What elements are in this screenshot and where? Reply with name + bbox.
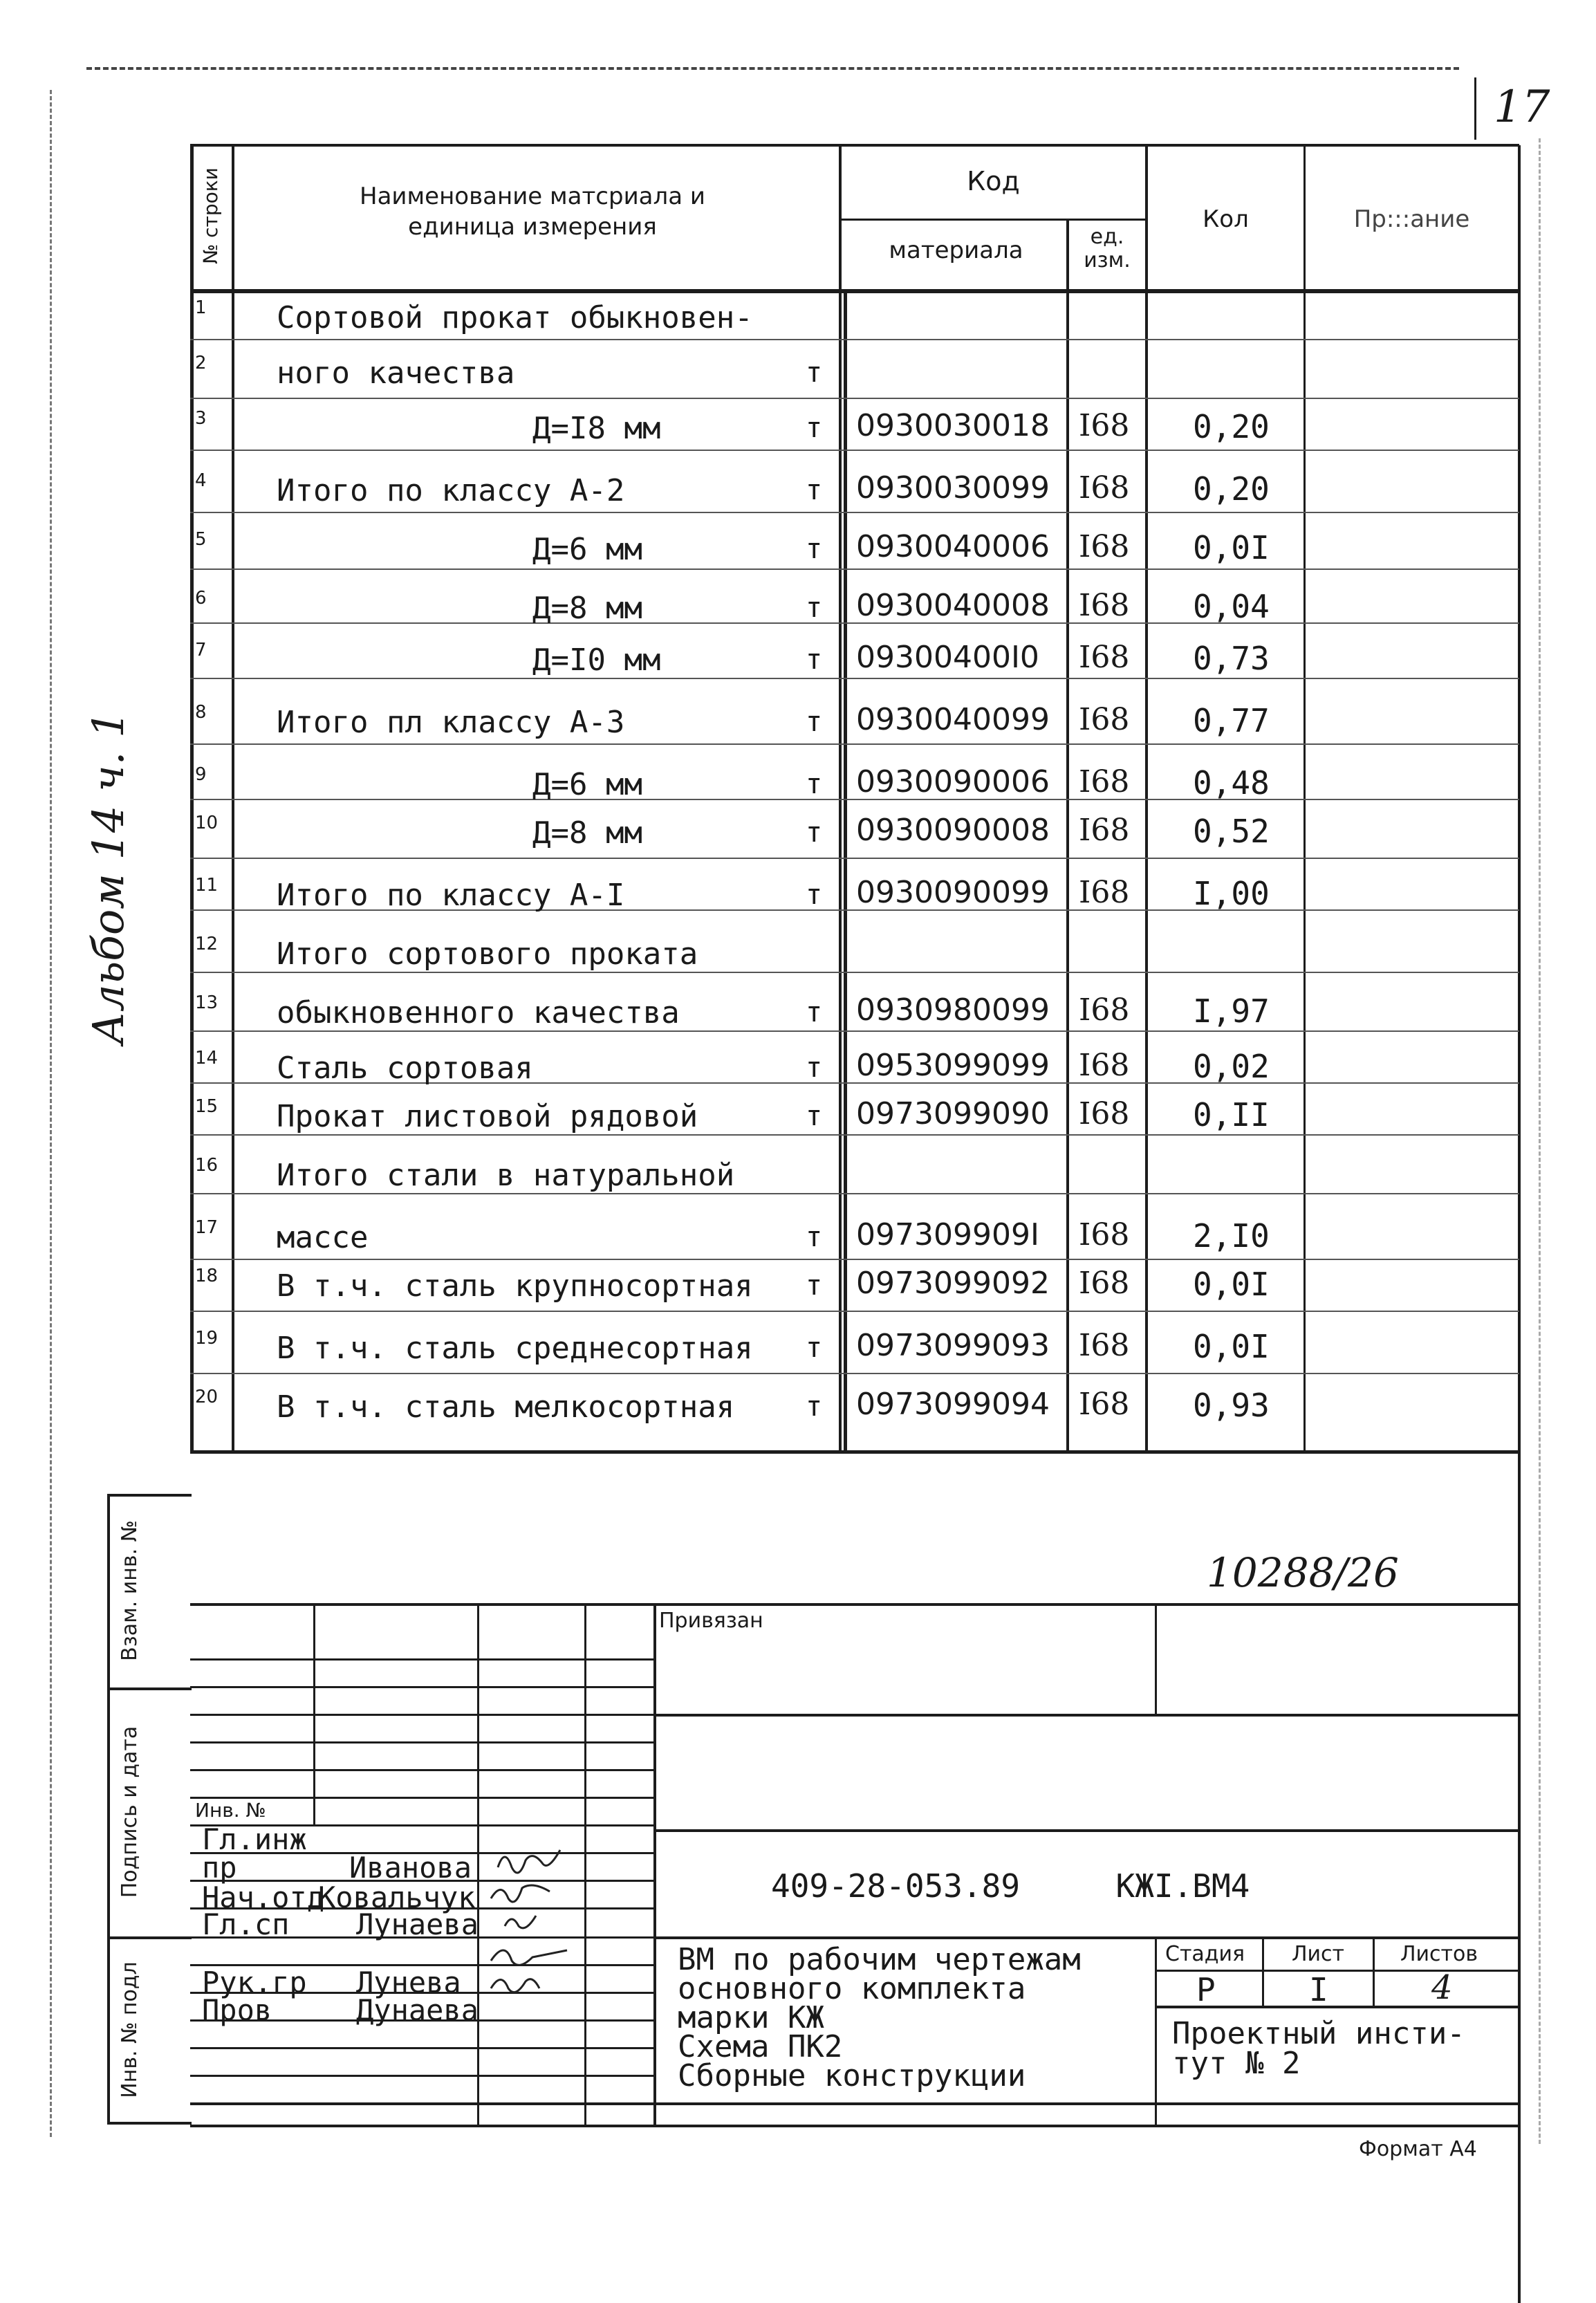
side-label-vzam: Взам. инв. № [118, 1520, 142, 1661]
row-divider [190, 1259, 1519, 1260]
row-quantity: 0,73 [1193, 640, 1270, 677]
row-material-code: 0930040008 [856, 588, 1050, 623]
row-divider [190, 1030, 1519, 1032]
row-unit: т [806, 533, 823, 565]
listov-label: Листов [1400, 1942, 1478, 1966]
row-number: 9 [195, 764, 207, 785]
row-quantity: 0,04 [1193, 588, 1270, 625]
row-material-code: 0953099099 [856, 1048, 1050, 1083]
name-prov: Дунаева [356, 1993, 479, 2027]
row-unit: т [806, 644, 823, 676]
row-material-code: 0930040006 [856, 529, 1050, 564]
row-material-code: 0930030018 [856, 408, 1050, 443]
row-divider [190, 568, 1519, 570]
row-number: 11 [195, 875, 219, 896]
row-unit-code: I68 [1079, 1266, 1130, 1301]
row-material-code: 0930030099 [856, 470, 1050, 506]
row-name: Д=8 мм [532, 591, 642, 626]
handwritten-number: 10288/26 [1207, 1549, 1399, 1596]
document-code: 409-28-053.89 КЖI.ВМ4 [771, 1867, 1250, 1905]
row-name: Итого по классу А-I [277, 878, 625, 913]
row-number: 3 [195, 408, 207, 429]
row-number: 14 [195, 1048, 219, 1069]
row-number: 7 [195, 640, 207, 660]
page-number-box-left [1474, 77, 1476, 140]
row-unit: т [806, 1100, 823, 1132]
row-name: ного качества [277, 355, 515, 391]
row-name: Д=I0 мм [532, 642, 661, 678]
row-divider [190, 622, 1519, 624]
row-divider [190, 972, 1519, 973]
row-quantity: 2,I0 [1193, 1217, 1270, 1255]
row-unit-code: I68 [1079, 1217, 1130, 1252]
row-number: 5 [195, 529, 207, 550]
row-number: 20 [195, 1387, 219, 1407]
row-unit-code: I68 [1079, 1096, 1130, 1131]
row-material-code: 0973099094 [856, 1387, 1050, 1422]
row-quantity: 0,20 [1193, 408, 1270, 445]
organization-line-1: Проектный инсти- [1172, 2016, 1465, 2051]
stadia-label: Стадия [1165, 1942, 1245, 1966]
row-divider [190, 858, 1519, 859]
row-unit: т [806, 1052, 823, 1084]
row-quantity: 0,77 [1193, 702, 1270, 739]
row-number: 4 [195, 470, 207, 491]
listov-value: 4 [1431, 1968, 1453, 2007]
header-material: материала [889, 237, 1023, 264]
row-name: В т.ч. сталь крупносортная [277, 1268, 753, 1304]
title-line-3: марки КЖ [678, 2000, 824, 2035]
row-unit-code: I68 [1079, 992, 1130, 1028]
privyazan-label: Привязан [659, 1609, 763, 1633]
row-unit-code: I68 [1079, 1048, 1130, 1083]
row-material-code: 097309909I [856, 1217, 1039, 1252]
row-name: В т.ч. сталь мелкосортная [277, 1389, 735, 1425]
signature-scribbles [470, 1840, 609, 2019]
row-divider [190, 1373, 1519, 1374]
row-material-code: 0973099092 [856, 1266, 1050, 1301]
row-number: 12 [195, 934, 219, 954]
right-edge-dashes [1539, 138, 1541, 2144]
row-number: 15 [195, 1096, 219, 1117]
row-divider [190, 799, 1519, 800]
row-quantity: 0,48 [1193, 764, 1270, 802]
row-divider [190, 1311, 1519, 1312]
row-unit: т [806, 357, 823, 389]
row-name: Итого стали в натуральной [277, 1158, 735, 1193]
row-unit: т [806, 1270, 823, 1302]
row-material-code: 0930980099 [856, 992, 1050, 1028]
row-quantity: 0,0I [1193, 1266, 1270, 1303]
album-label: Альбом 14 ч. 1 [83, 710, 133, 1044]
inv-no-label: Инв. № [195, 1799, 266, 1822]
row-name: Итого по классу А-2 [277, 473, 625, 508]
title-line-5: Сборные конструкции [678, 2058, 1026, 2093]
row-number: 10 [195, 813, 219, 833]
row-unit-code: I68 [1079, 813, 1130, 848]
row-name: Итого пл классу А-3 [277, 705, 625, 740]
row-name: массе [277, 1220, 369, 1255]
role-pr: пр [202, 1851, 237, 1885]
row-number: 2 [195, 353, 207, 373]
row-name: Д=6 мм [532, 532, 642, 567]
list-value: I [1309, 1971, 1328, 2008]
row-unit-code: I68 [1079, 408, 1130, 443]
name-nach-otd: Ковальчук [318, 1880, 476, 1914]
row-quantity: 0,93 [1193, 1387, 1270, 1424]
row-material-code: 0973099090 [856, 1096, 1050, 1131]
row-unit-code: I68 [1079, 764, 1130, 799]
row-material-code: 0930040099 [856, 702, 1050, 737]
row-number: 16 [195, 1155, 219, 1176]
row-name: Итого сортового проката [277, 936, 698, 972]
row-material-code: 0930090099 [856, 875, 1050, 910]
row-unit-code: I68 [1079, 588, 1130, 623]
row-quantity: 0,52 [1193, 813, 1270, 850]
row-unit-code: I68 [1079, 875, 1130, 910]
row-divider [190, 398, 1519, 399]
side-label-inv-podl: Инв. № подл [118, 1961, 142, 2098]
row-unit: т [806, 817, 823, 849]
header-row-no: № строки [199, 167, 222, 264]
row-unit: т [806, 474, 823, 506]
row-unit: т [806, 1391, 823, 1423]
row-unit-code: I68 [1079, 529, 1130, 564]
left-edge-dashes [50, 90, 52, 2137]
stadia-value: Р [1196, 1971, 1216, 2008]
page-number: 17 [1494, 82, 1550, 133]
row-name: В т.ч. сталь среднесортная [277, 1331, 753, 1366]
row-quantity: 0,0I [1193, 529, 1270, 566]
row-material-code: 0973099093 [856, 1328, 1050, 1363]
name-pr: Иванова [349, 1851, 472, 1885]
row-material-code: 0930090008 [856, 813, 1050, 848]
row-unit-code: I68 [1079, 1328, 1130, 1363]
title-line-2: основного комплекта [678, 1971, 1026, 2006]
header-unit: ед. изм. [1084, 225, 1131, 272]
row-number: 13 [195, 992, 219, 1013]
row-divider [190, 678, 1519, 679]
row-quantity: 0,0I [1193, 1328, 1270, 1365]
row-quantity: I,97 [1193, 992, 1270, 1030]
organization-line-2: тут № 2 [1172, 2046, 1301, 2081]
row-unit: т [806, 879, 823, 911]
row-number: 1 [195, 297, 207, 318]
row-divider [190, 450, 1519, 451]
row-number: 8 [195, 702, 207, 723]
row-unit-code: I68 [1079, 1387, 1130, 1422]
row-unit: т [806, 997, 823, 1028]
top-border-dashes [86, 67, 1459, 70]
row-name: Прокат листовой рядовой [277, 1099, 698, 1134]
name-gl-sp: Лунаева [356, 1907, 479, 1941]
row-number: 18 [195, 1266, 219, 1286]
row-name: Сортовой прокат обыкновен- [277, 300, 753, 335]
name-ruk-gr: Лунева [356, 1966, 461, 1999]
row-quantity: 0,02 [1193, 1048, 1270, 1085]
role-gl-sp: Гл.сп [202, 1907, 290, 1941]
row-unit: т [806, 592, 823, 624]
row-unit: т [806, 706, 823, 738]
row-number: 17 [195, 1217, 219, 1238]
row-name: Сталь сортовая [277, 1051, 533, 1086]
header-name: Наименование матсриала и единица измерения [360, 183, 705, 241]
header-code: Код [967, 166, 1020, 196]
row-divider [190, 743, 1519, 745]
row-unit-code: I68 [1079, 640, 1130, 675]
row-divider [190, 1134, 1519, 1136]
row-divider [190, 512, 1519, 513]
role-gl-inzh: Гл.инж [202, 1822, 307, 1856]
row-quantity: I,00 [1193, 875, 1270, 912]
side-label-podpis: Подпись и дата [118, 1726, 142, 1898]
title-line-4: Схема ПК2 [678, 2029, 843, 2064]
row-quantity: 0,20 [1193, 470, 1270, 508]
header-qty: Кол [1203, 205, 1249, 233]
row-unit: т [806, 768, 823, 800]
row-unit-code: I68 [1079, 702, 1130, 737]
row-unit-code: I68 [1079, 470, 1130, 506]
row-material-code: 0930090006 [856, 764, 1050, 799]
row-divider [190, 1193, 1519, 1194]
row-name: Д=I8 мм [532, 411, 661, 446]
role-nach-otd: Нач.отд [202, 1880, 325, 1914]
row-divider [190, 339, 1519, 340]
row-unit: т [806, 412, 823, 444]
row-name: Д=6 мм [532, 767, 642, 802]
header-note: Пр:::ание [1353, 205, 1470, 233]
row-unit: т [806, 1332, 823, 1364]
row-quantity: 0,II [1193, 1096, 1270, 1134]
title-line-1: ВМ по рабочим чертежам [678, 1942, 1081, 1977]
format-label: Формат А4 [1359, 2137, 1477, 2161]
list-label: Лист [1292, 1942, 1345, 1966]
row-number: 19 [195, 1328, 219, 1349]
row-number: 6 [195, 588, 207, 609]
row-material-code: 09300400I0 [856, 640, 1039, 675]
row-unit: т [806, 1221, 823, 1253]
row-name: обыкновенного качества [277, 995, 680, 1030]
role-prov: Пров [202, 1993, 272, 2027]
role-ruk-gr: Рук.гр [202, 1966, 307, 1999]
row-name: Д=8 мм [532, 815, 642, 851]
